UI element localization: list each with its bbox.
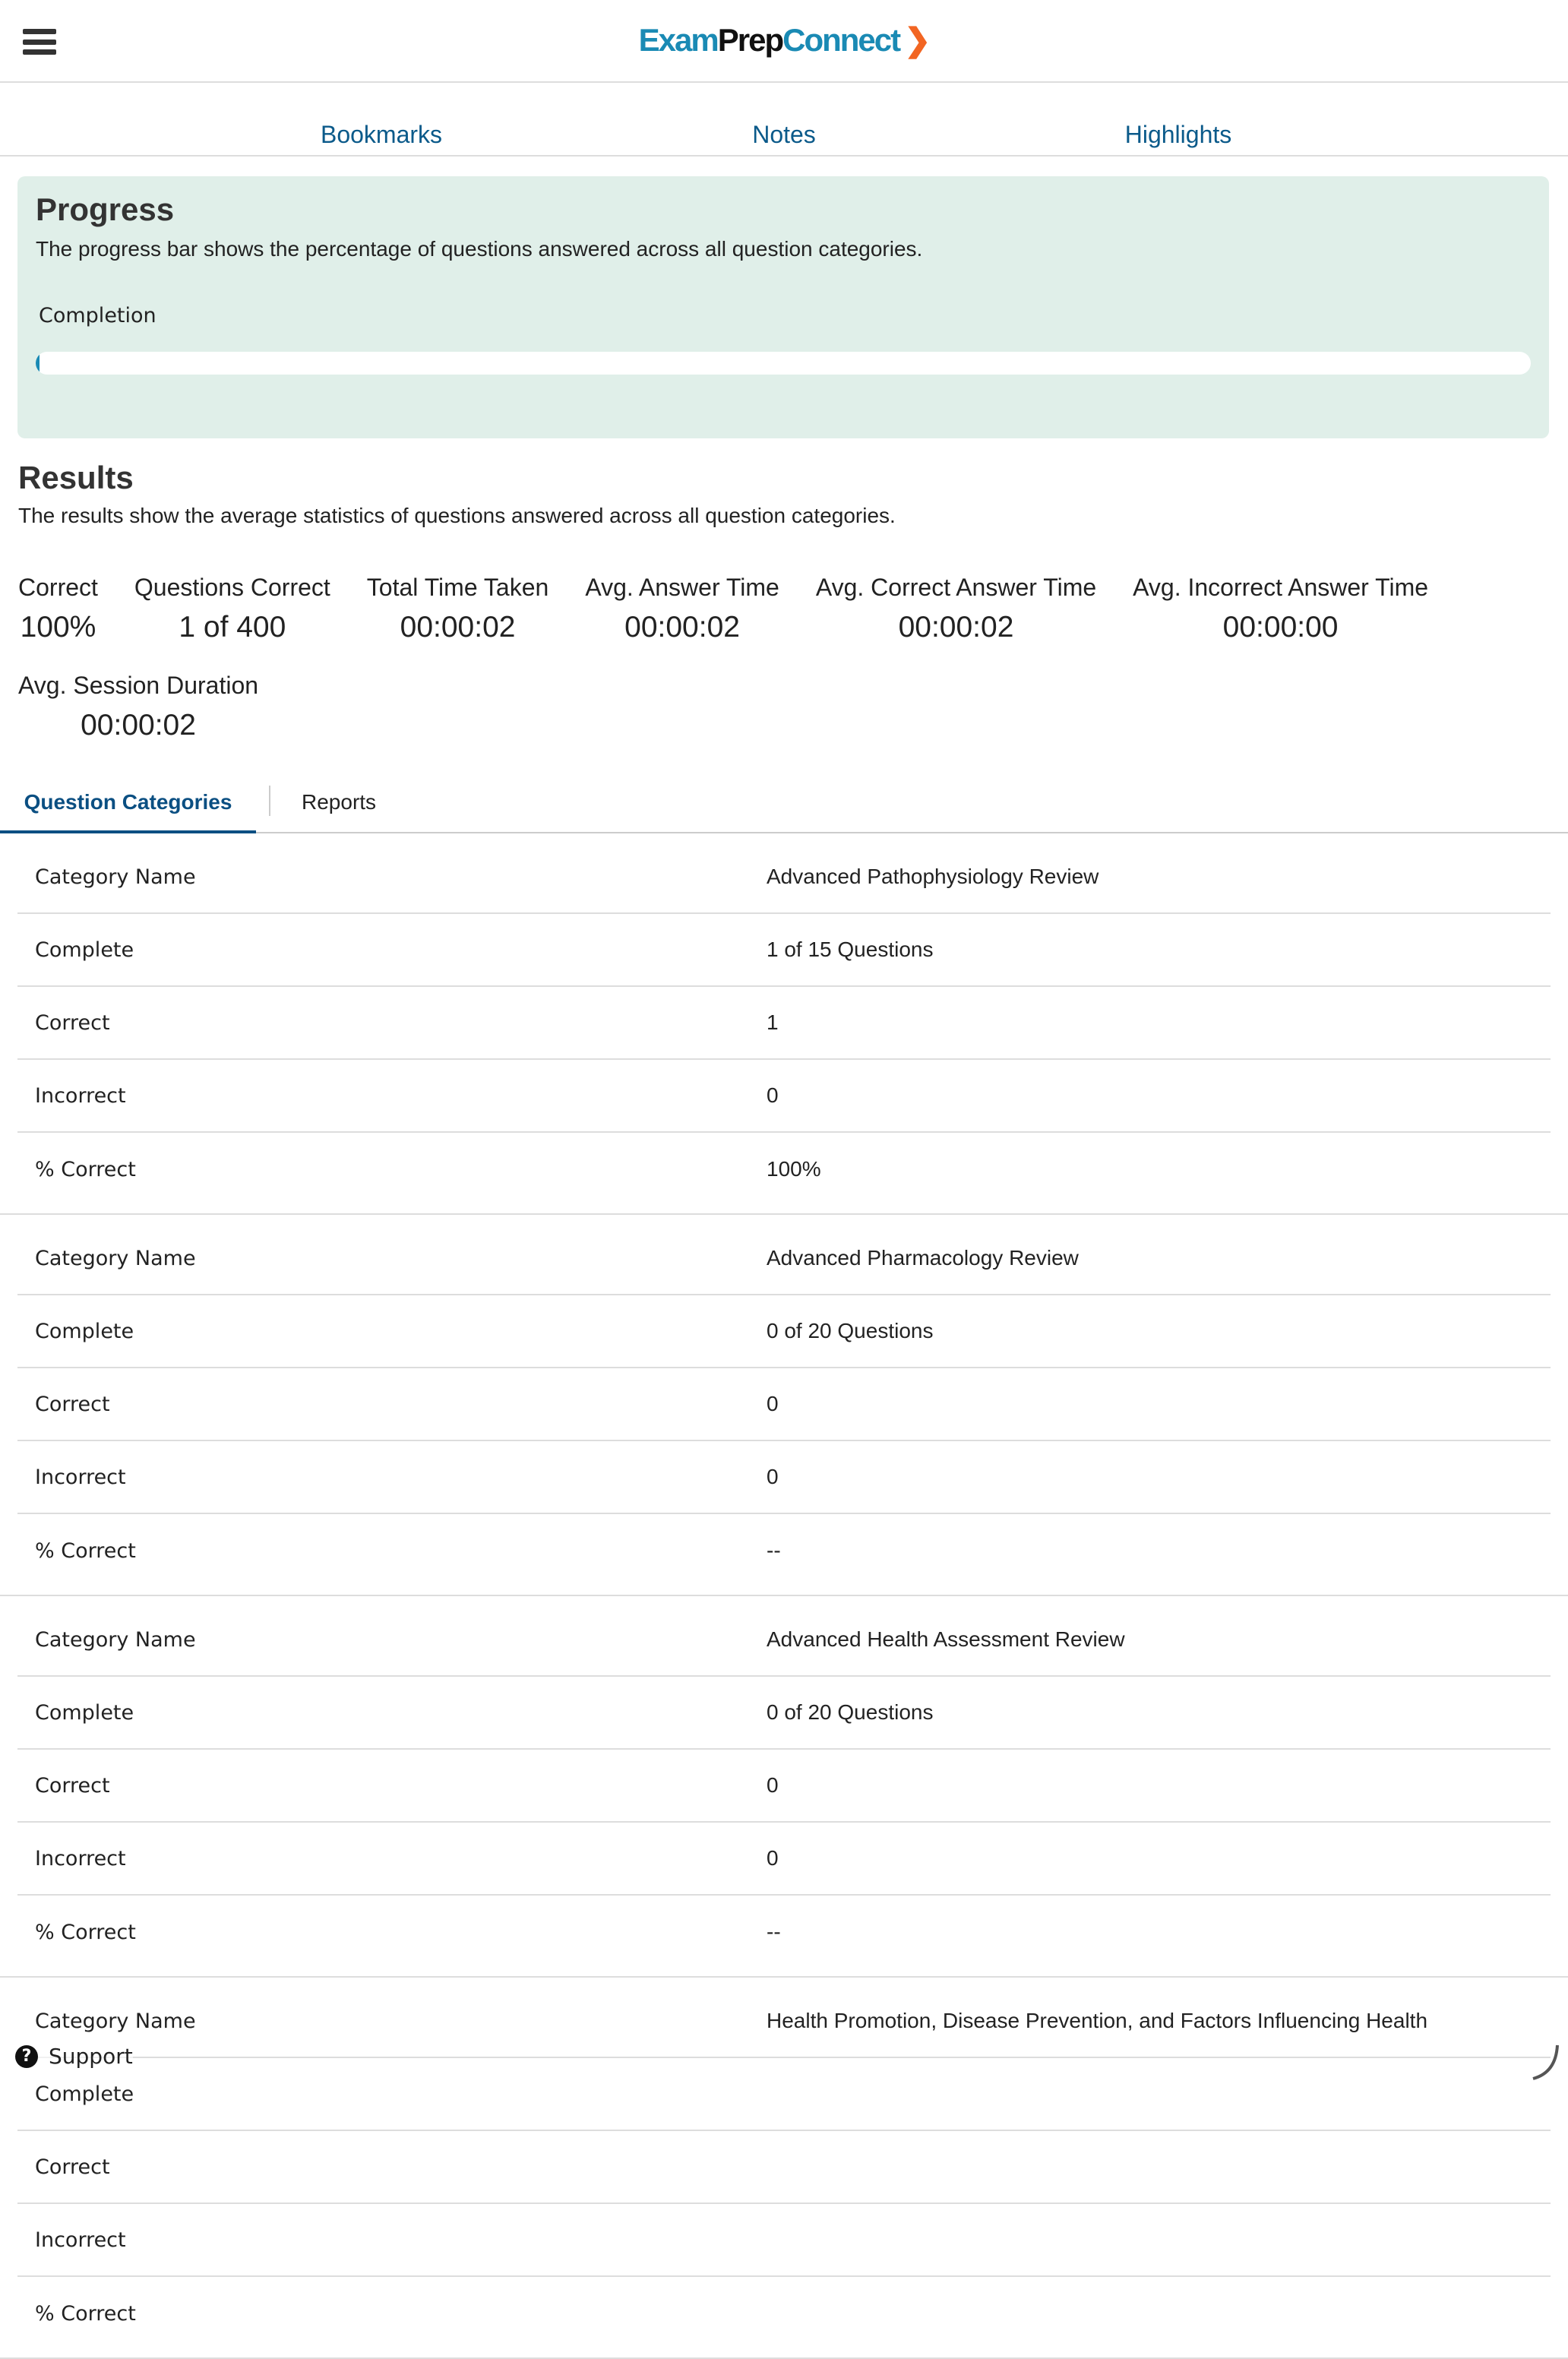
row-label: Complete (35, 938, 134, 962)
stat-value: 00:00:02 (81, 709, 196, 742)
tab-reports[interactable]: Reports (302, 790, 377, 814)
stat-label: Total Time Taken (366, 574, 549, 601)
support-button[interactable] (15, 2044, 133, 2069)
row-value: 1 of 15 Questions (767, 938, 934, 961)
category-list (0, 833, 1568, 2359)
stat-item (585, 574, 779, 644)
logo-connect: Connect (782, 22, 900, 58)
category-card (0, 833, 1568, 1215)
stat-item (1133, 574, 1428, 644)
row-label: Category Name (35, 2009, 196, 2033)
row-value: Advanced Pharmacology Review (767, 1246, 1079, 1270)
progress-panel (17, 176, 1549, 438)
results-description: The results show the average statistics of questions answered across all question categories. (18, 504, 896, 527)
row-label: Incorrect (35, 1846, 126, 1870)
category-row-complete (17, 1677, 1551, 1750)
stat-value: 00:00:02 (898, 611, 1014, 644)
stat-label: Questions Correct (134, 574, 330, 601)
row-value: 0 (767, 1465, 779, 1488)
progress-description: The progress bar shows the percentage of questions answered across all question categories. (36, 237, 923, 261)
row-value: Advanced Health Assessment Review (767, 1627, 1125, 1651)
stat-label: Avg. Correct Answer Time (815, 574, 1097, 601)
bookmarks-link[interactable]: Bookmarks (320, 121, 443, 148)
category-card (0, 1978, 1568, 2359)
row-label: % Correct (35, 1920, 136, 1944)
stat-item (816, 574, 1096, 644)
row-label: Correct (35, 1010, 110, 1035)
category-row-correct (17, 2131, 1551, 2204)
category-row-incorrect (17, 1823, 1551, 1896)
category-row-complete (17, 1295, 1551, 1368)
stat-item (18, 574, 98, 644)
category-row-incorrect (17, 2204, 1551, 2277)
row-label: Incorrect (35, 2228, 126, 2252)
category-row-pct (17, 2277, 1551, 2350)
row-label: Category Name (35, 865, 196, 889)
row-label: Correct (35, 2155, 110, 2179)
stat-value: 00:00:02 (400, 611, 516, 644)
category-row-name (17, 1985, 1551, 2058)
row-value: Advanced Pathophysiology Review (767, 865, 1099, 888)
category-row-correct (17, 1750, 1551, 1823)
stats-list (18, 574, 1553, 742)
progress-title: Progress (36, 191, 175, 227)
completion-progress-bar (36, 352, 1531, 375)
tab-divider (269, 786, 270, 816)
row-value: 0 of 20 Questions (767, 1319, 934, 1342)
row-value: -- (767, 1920, 781, 1943)
row-label: % Correct (35, 1538, 136, 1563)
completion-label: Completion (39, 304, 156, 327)
row-label: Category Name (35, 1246, 196, 1270)
category-row-complete (17, 914, 1551, 987)
notes-link[interactable]: Notes (752, 121, 816, 148)
row-value: 0 (767, 1392, 779, 1415)
row-value: 0 of 20 Questions (767, 1700, 934, 1724)
stat-label: Avg. Session Duration (18, 672, 259, 699)
highlights-link[interactable]: Highlights (1124, 121, 1232, 148)
row-label: % Correct (35, 2301, 136, 2326)
category-row-name (17, 1604, 1551, 1677)
logo-arrow-icon: ❯ (904, 22, 930, 58)
category-row-correct (17, 1368, 1551, 1441)
stat-value: 100% (20, 611, 96, 644)
row-label: Correct (35, 1773, 110, 1798)
help-icon: ? (15, 2045, 38, 2068)
row-label: Incorrect (35, 1465, 126, 1489)
row-label: Complete (35, 2082, 134, 2106)
category-row-pct (17, 1896, 1551, 1968)
category-row-name (17, 1222, 1551, 1295)
support-label: Support (49, 2044, 133, 2069)
logo[interactable] (0, 21, 1568, 59)
category-row-incorrect (17, 1060, 1551, 1133)
row-label: Category Name (35, 1627, 196, 1652)
tab-question-categories[interactable]: Question Categories (0, 790, 256, 833)
category-card (0, 1596, 1568, 1978)
stat-value: 1 of 400 (179, 611, 286, 644)
stat-item (367, 574, 549, 644)
row-label: Incorrect (35, 1083, 126, 1108)
category-row-pct (17, 1133, 1551, 1206)
app-header (0, 0, 1568, 83)
row-value: 100% (767, 1157, 821, 1181)
stat-item (18, 672, 258, 742)
row-label: % Correct (35, 1157, 136, 1181)
stat-label: Avg. Answer Time (585, 574, 779, 601)
logo-prep: Prep (717, 22, 783, 58)
results-tabs (0, 776, 1568, 833)
stat-item (134, 574, 330, 644)
stat-value: 00:00:00 (1222, 611, 1339, 644)
category-card (0, 1215, 1568, 1596)
row-value: 1 (767, 1010, 779, 1034)
results-section (18, 460, 1553, 742)
row-value: 0 (767, 1083, 779, 1107)
category-row-incorrect (17, 1441, 1551, 1514)
category-row-name (17, 841, 1551, 914)
category-row-pct (17, 1514, 1551, 1587)
stat-value: 00:00:02 (624, 611, 740, 644)
row-value: 0 (767, 1773, 779, 1797)
completion-progress-fill (36, 352, 40, 375)
category-row-complete (17, 2058, 1551, 2131)
row-label: Correct (35, 1392, 110, 1416)
row-value: Health Promotion, Disease Prevention, and Factors Influencing Health (767, 2009, 1428, 2032)
results-title: Results (18, 460, 134, 495)
category-row-correct (17, 987, 1551, 1060)
row-label: Complete (35, 1700, 134, 1725)
row-value: -- (767, 1538, 781, 1562)
resize-handle-icon[interactable] (1530, 2044, 1560, 2082)
row-label: Complete (35, 1319, 134, 1343)
row-value: 0 (767, 1846, 779, 1870)
nav-links (0, 83, 1568, 157)
logo-exam: Exam (638, 22, 718, 58)
stat-label: Correct (18, 574, 98, 601)
stat-label: Avg. Incorrect Answer Time (1133, 574, 1429, 601)
